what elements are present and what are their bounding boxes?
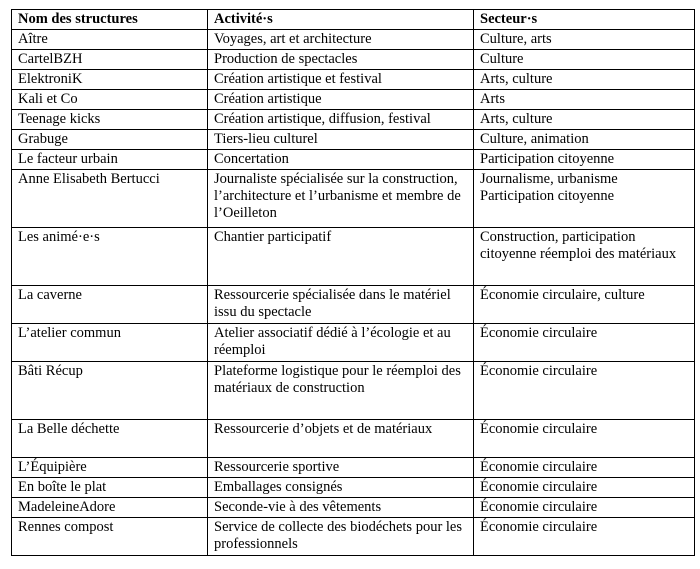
- cell-secteur: Économie circulaire, culture: [474, 286, 695, 324]
- cell-activite: Production de spectacles: [208, 50, 474, 70]
- cell-structure: La caverne: [12, 286, 208, 324]
- cell-activite: Ressourcerie sportive: [208, 458, 474, 478]
- structures-table: [11, 9, 695, 556]
- cell-activite: Création artistique et festival: [208, 70, 474, 90]
- cell-activite: Ressourcerie d’objets et de matériaux: [208, 420, 474, 458]
- table-row: [12, 70, 695, 90]
- cell-secteur: Économie circulaire: [474, 518, 695, 556]
- table-row: [12, 170, 695, 228]
- cell-secteur: Économie circulaire: [474, 478, 695, 498]
- cell-secteur: Économie circulaire: [474, 420, 695, 458]
- cell-secteur: Arts, culture: [474, 110, 695, 130]
- cell-structure: La Belle déchette: [12, 420, 208, 458]
- cell-activite: Tiers-lieu culturel: [208, 130, 474, 150]
- cell-secteur: Économie circulaire: [474, 498, 695, 518]
- cell-structure: ElektroniK: [12, 70, 208, 90]
- table-row: [12, 150, 695, 170]
- cell-structure: MadeleineAdore: [12, 498, 208, 518]
- cell-secteur: Culture, animation: [474, 130, 695, 150]
- cell-activite: Concertation: [208, 150, 474, 170]
- cell-activite: Ressourcerie spécialisée dans le matériel issu du spectacle: [208, 286, 474, 324]
- cell-secteur: Économie circulaire: [474, 458, 695, 478]
- table-row: [12, 324, 695, 362]
- cell-secteur: Arts: [474, 90, 695, 110]
- cell-structure: Anne Elisabeth Bertucci: [12, 170, 208, 228]
- cell-structure: Le facteur urbain: [12, 150, 208, 170]
- cell-secteur: Économie circulaire: [474, 324, 695, 362]
- cell-structure: Teenage kicks: [12, 110, 208, 130]
- table-row: [12, 110, 695, 130]
- table-header-row: [12, 10, 695, 30]
- cell-structure: Grabuge: [12, 130, 208, 150]
- cell-activite: Journaliste spécialisée sur la construction, l’architecture et l’urbanisme et membre de l’Oeilleton: [208, 170, 474, 228]
- cell-activite: Atelier associatif dédié à l’écologie et au réemploi: [208, 324, 474, 362]
- table-row: [12, 286, 695, 324]
- cell-secteur: Culture, arts: [474, 30, 695, 50]
- table-row: [12, 498, 695, 518]
- cell-structure: CartelBZH: [12, 50, 208, 70]
- table-row: [12, 90, 695, 110]
- cell-activite: Plateforme logistique pour le réemploi des matériaux de construction: [208, 362, 474, 420]
- cell-structure: Les animé·e·s: [12, 228, 208, 286]
- cell-secteur: Arts, culture: [474, 70, 695, 90]
- cell-secteur: Construction, participation citoyenne réemploi des matériaux: [474, 228, 695, 286]
- cell-secteur: Journalisme, urbanisme Participation citoyenne: [474, 170, 695, 228]
- table-row: [12, 478, 695, 498]
- cell-structure: En boîte le plat: [12, 478, 208, 498]
- cell-structure: Kali et Co: [12, 90, 208, 110]
- table-row: [12, 518, 695, 556]
- table-row: [12, 50, 695, 70]
- header-secteurs: Secteur·s: [474, 10, 695, 30]
- cell-activite: Emballages consignés: [208, 478, 474, 498]
- cell-structure: Rennes compost: [12, 518, 208, 556]
- table-row: [12, 130, 695, 150]
- cell-structure: Aître: [12, 30, 208, 50]
- table-row: [12, 228, 695, 286]
- cell-activite: Création artistique: [208, 90, 474, 110]
- cell-structure: L’atelier commun: [12, 324, 208, 362]
- cell-activite: Seconde-vie à des vêtements: [208, 498, 474, 518]
- cell-activite: Service de collecte des biodéchets pour les professionnels: [208, 518, 474, 556]
- cell-activite: Voyages, art et architecture: [208, 30, 474, 50]
- table-row: [12, 420, 695, 458]
- table-row: [12, 30, 695, 50]
- cell-secteur: Culture: [474, 50, 695, 70]
- table-row: [12, 362, 695, 420]
- header-nom-des-structures: Nom des structures: [12, 10, 208, 30]
- cell-structure: Bâti Récup: [12, 362, 208, 420]
- cell-activite: Chantier participatif: [208, 228, 474, 286]
- cell-activite: Création artistique, diffusion, festival: [208, 110, 474, 130]
- cell-secteur: Participation citoyenne: [474, 150, 695, 170]
- header-activites: Activité·s: [208, 10, 474, 30]
- cell-structure: L’Équipière: [12, 458, 208, 478]
- table-row: [12, 458, 695, 478]
- cell-secteur: Économie circulaire: [474, 362, 695, 420]
